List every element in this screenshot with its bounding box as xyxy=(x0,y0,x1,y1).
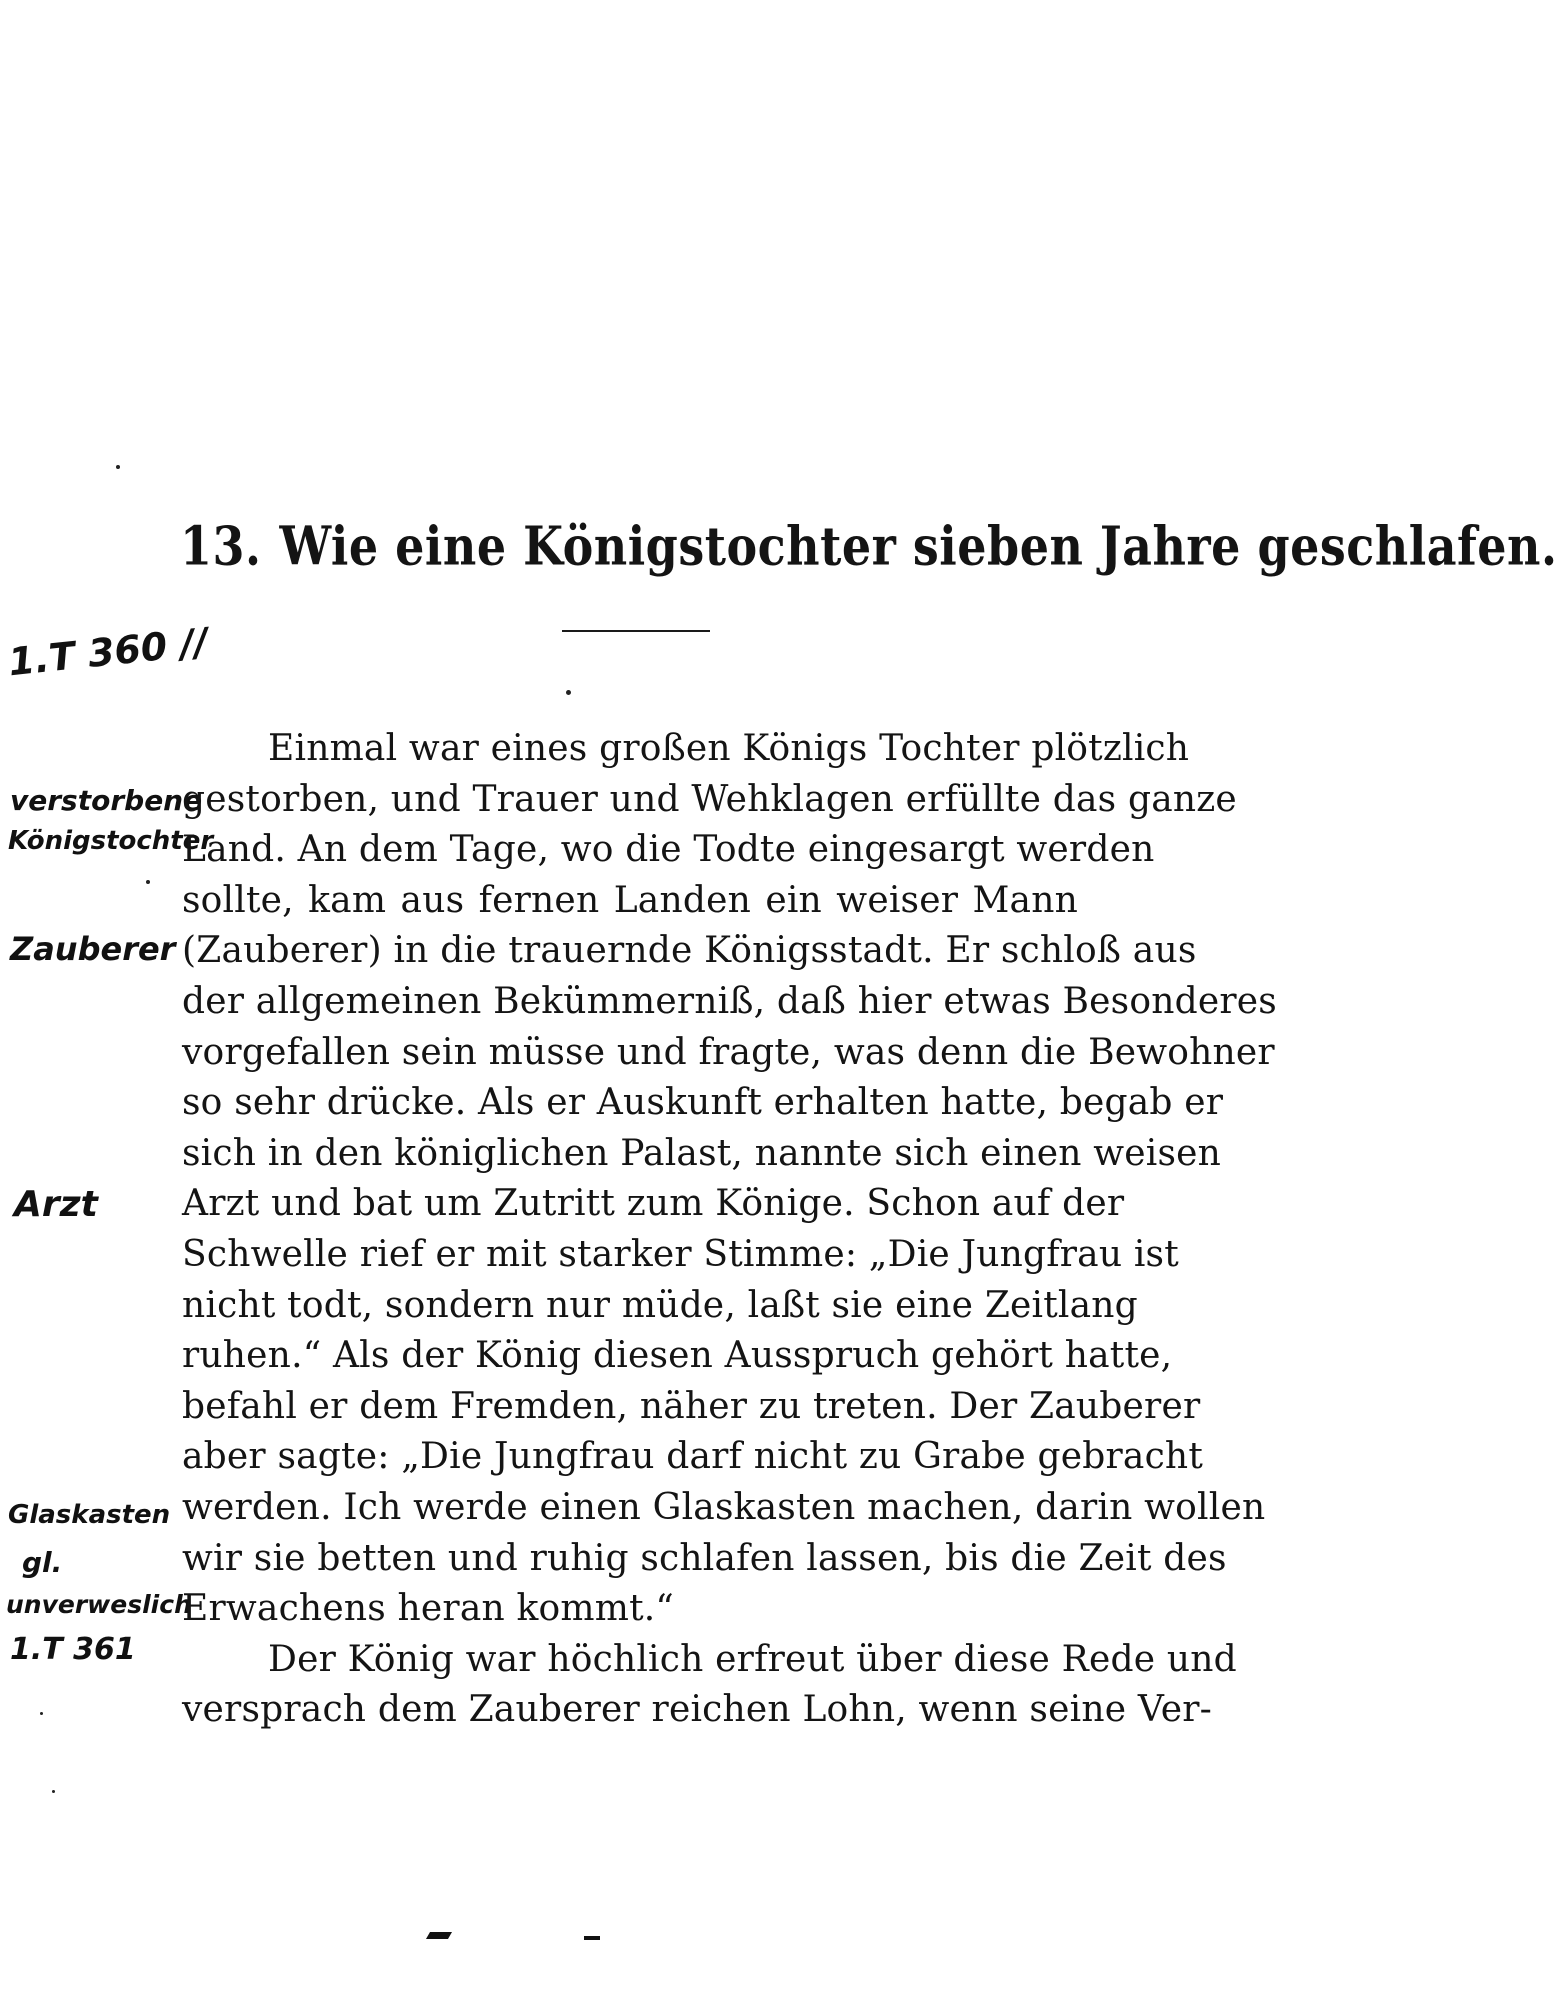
scan-speck xyxy=(116,465,120,469)
margin-note: unverweslich xyxy=(6,1590,192,1619)
text-line: der allgemeinen Bekümmerniß, daß hier etwas Besonderes xyxy=(182,980,1277,1022)
text-line: sich in den königlichen Palast, nannte sich einen weisen xyxy=(182,1132,1222,1174)
margin-note: verstorbene xyxy=(10,784,203,817)
text-line: Einmal war eines großen Königs Tochter plötzlich xyxy=(268,728,1190,769)
text-line: so sehr drücke. Als er Auskunft erhalten hatte, begab er xyxy=(182,1082,1224,1124)
text-line: befahl er dem Fremden, näher zu treten. Der Zauberer xyxy=(182,1385,1201,1427)
text-line: Der König war höchlich erfreut über diese Rede und xyxy=(268,1638,1237,1680)
chapter-title xyxy=(180,515,1558,578)
text-line: sollte, kam aus fernen Landen ein weiser Mann xyxy=(182,879,1078,921)
scan-speck xyxy=(146,880,150,884)
text-line: wir sie betten und ruhig schlafen lassen, bis die Zeit des xyxy=(182,1537,1227,1579)
footer-mark xyxy=(426,1932,452,1939)
margin-note: 1.T 360 // xyxy=(6,619,211,685)
text-line: Land. An dem Tage, wo die Todte eingesargt werden xyxy=(182,829,1155,871)
margin-note: Königstochter xyxy=(8,826,214,856)
text-line: Erwachens heran kommt.“ xyxy=(182,1588,674,1630)
title-divider xyxy=(562,630,710,632)
chapter-number: 13. xyxy=(180,515,262,578)
text-line: Arzt und bat um Zutritt zum Könige. Schon auf der xyxy=(182,1183,1125,1225)
text-line: werden. Ich werde einen Glaskasten machen, darin wollen xyxy=(182,1486,1266,1528)
chapter-title-text: Wie eine Königstochter sieben Jahre geschlafen. xyxy=(279,515,1558,578)
text-line: ruhen.“ Als der König diesen Ausspruch gehört hatte, xyxy=(182,1335,1173,1377)
paragraph xyxy=(182,1635,1237,1736)
text-line: gestorben, und Trauer und Wehklagen erfüllte das ganze xyxy=(182,778,1237,820)
margin-note: gl. xyxy=(22,1546,63,1579)
body-text xyxy=(182,724,1277,1736)
paragraph xyxy=(182,724,1277,1635)
text-line: aber sagte: „Die Jungfrau darf nicht zu Grabe gebracht xyxy=(182,1436,1203,1478)
margin-note: Glaskasten xyxy=(8,1500,171,1530)
scan-speck xyxy=(52,1790,55,1793)
text-line: (Zauberer) in die trauernde Königsstadt. Er schloß aus xyxy=(182,930,1197,972)
margin-note: Arzt xyxy=(14,1184,98,1225)
text-line: versprach dem Zauberer reichen Lohn, wenn seine Ver- xyxy=(182,1689,1213,1731)
margin-note: 1.T 361 xyxy=(10,1632,136,1667)
footer-mark xyxy=(584,1936,600,1940)
text-line: Schwelle rief er mit starker Stimme: „Die Jungfrau ist xyxy=(182,1233,1179,1275)
scan-speck xyxy=(566,690,571,695)
margin-note: Zauberer xyxy=(10,930,176,968)
text-line: vorgefallen sein müsse und fragte, was denn die Bewohner xyxy=(182,1031,1275,1073)
text-line: nicht todt, sondern nur müde, laßt sie eine Zeitlang xyxy=(182,1284,1138,1326)
scan-speck xyxy=(40,1712,43,1715)
